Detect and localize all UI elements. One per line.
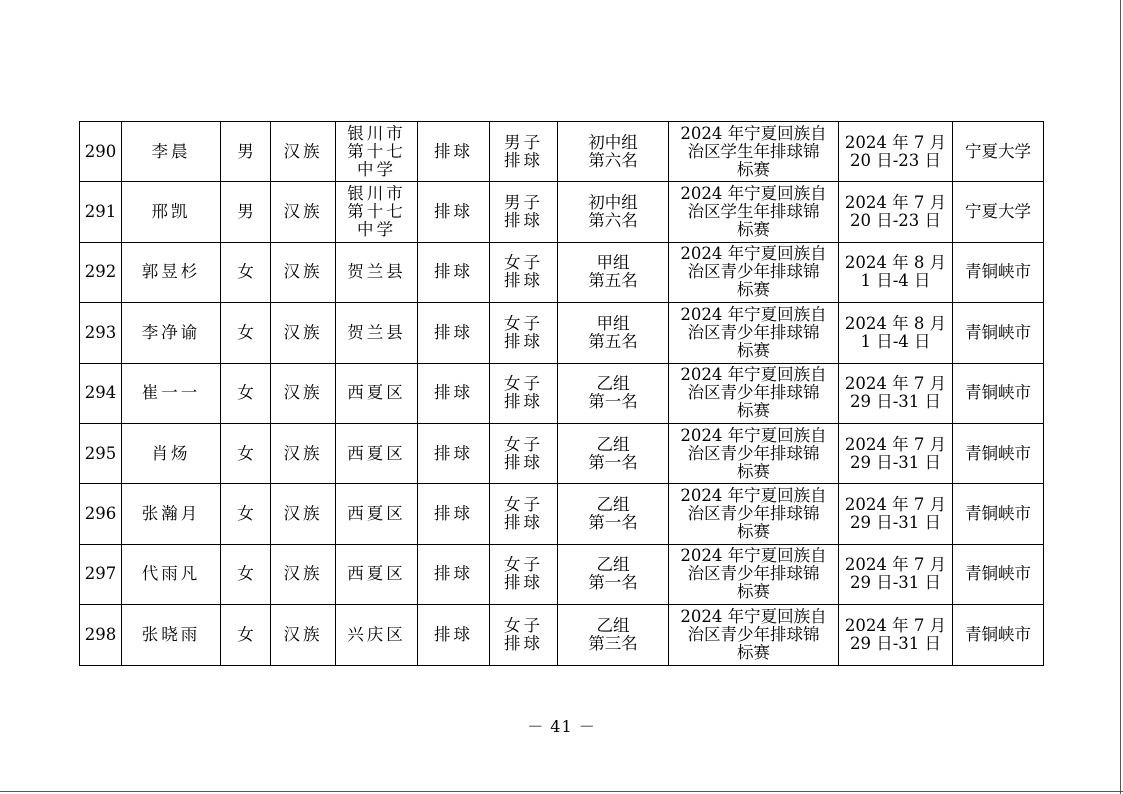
cell-date-line: 2024 年 7 月 <box>844 615 947 635</box>
cell-gender: 女 <box>221 303 271 363</box>
cell-rank-line: 乙组 <box>596 374 630 394</box>
cell-competition-line: 治区青少年排球锦 <box>687 443 820 463</box>
cell-rank-line: 乙组 <box>596 434 630 454</box>
cell-gender: 男 <box>221 182 271 242</box>
cell-gender: 女 <box>221 363 271 423</box>
cell-date-line: 20 日-23 日 <box>849 150 942 170</box>
cell-date-line: 29 日-31 日 <box>849 633 942 653</box>
cell-sport: 排球 <box>418 423 490 483</box>
cell-event <box>490 303 558 363</box>
cell-unit <box>336 423 418 483</box>
cell-rank <box>558 363 669 423</box>
cell-event-line: 女子 <box>504 374 543 394</box>
cell-date-line: 29 日-31 日 <box>849 573 942 593</box>
cell-competition <box>669 484 839 544</box>
cell-gender: 女 <box>221 605 271 665</box>
cell-rank-line: 第一名 <box>588 573 638 593</box>
cell-gender: 女 <box>221 423 271 483</box>
cell-date <box>839 182 953 242</box>
cell-event-line: 女子 <box>504 313 543 333</box>
cell-competition <box>669 182 839 242</box>
cell-name: 邢凯 <box>122 182 221 242</box>
cell-event <box>490 484 558 544</box>
cell-date <box>839 122 953 182</box>
cell-organizer: 青铜峡市 <box>953 544 1044 604</box>
cell-date <box>839 605 953 665</box>
cell-event-line: 排球 <box>504 211 543 231</box>
cell-event <box>490 423 558 483</box>
cell-competition-line: 标赛 <box>737 642 770 662</box>
cell-rank <box>558 122 669 182</box>
cell-unit <box>336 182 418 242</box>
page-edge-line <box>0 791 1123 792</box>
cell-unit-line: 西夏区 <box>347 504 406 524</box>
cell-competition-line: 治区青少年排球锦 <box>687 322 820 342</box>
cell-event-line: 女子 <box>504 615 543 635</box>
cell-date-line: 29 日-31 日 <box>849 392 942 412</box>
cell-competition-line: 2024 年宁夏回族自 <box>680 123 827 143</box>
cell-competition <box>669 242 839 302</box>
cell-date <box>839 303 953 363</box>
cell-rank-line: 第一名 <box>588 452 638 472</box>
table-row <box>80 544 1044 604</box>
cell-rank <box>558 242 669 302</box>
cell-competition-line: 2024 年宁夏回族自 <box>680 486 827 506</box>
cell-event-line: 男子 <box>504 193 543 213</box>
cell-rank-line: 第六名 <box>588 150 638 170</box>
cell-competition-line: 治区青少年排球锦 <box>687 624 820 644</box>
cell-name: 肖炀 <box>122 423 221 483</box>
cell-competition-line: 2024 年宁夏回族自 <box>680 546 827 566</box>
cell-event-line: 女子 <box>504 495 543 515</box>
cell-rank <box>558 303 669 363</box>
cell-rank-line: 甲组 <box>596 313 630 333</box>
cell-event-line: 排球 <box>504 150 543 170</box>
cell-competition-line: 标赛 <box>737 522 770 542</box>
cell-organizer: 青铜峡市 <box>953 242 1044 302</box>
cell-rank-line: 第一名 <box>588 392 638 412</box>
cell-unit-line: 中学 <box>357 220 396 240</box>
cell-event-line: 排球 <box>504 573 543 593</box>
cell-unit <box>336 242 418 302</box>
cell-organizer: 青铜峡市 <box>953 605 1044 665</box>
cell-name: 郭昱杉 <box>122 242 221 302</box>
cell-date-line: 20 日-23 日 <box>849 211 942 231</box>
cell-competition-line: 2024 年宁夏回族自 <box>680 304 827 324</box>
cell-name: 崔一一 <box>122 363 221 423</box>
cell-competition-line: 标赛 <box>737 340 770 360</box>
cell-organizer: 青铜峡市 <box>953 484 1044 544</box>
cell-organizer: 青铜峡市 <box>953 363 1044 423</box>
cell-unit <box>336 122 418 182</box>
cell-number: 295 <box>80 423 122 483</box>
cell-unit-line: 西夏区 <box>347 564 406 584</box>
cell-competition-line: 2024 年宁夏回族自 <box>680 184 827 204</box>
cell-name: 李净谕 <box>122 303 221 363</box>
award-records-table <box>79 121 1044 666</box>
cell-unit-line: 银川市 <box>347 184 406 204</box>
cell-date-line: 2024 年 7 月 <box>844 374 947 394</box>
cell-sport: 排球 <box>418 182 490 242</box>
cell-ethnicity: 汉族 <box>271 122 336 182</box>
cell-competition-line: 2024 年宁夏回族自 <box>680 425 827 445</box>
cell-ethnicity: 汉族 <box>271 182 336 242</box>
cell-gender: 女 <box>221 484 271 544</box>
table-row <box>80 363 1044 423</box>
cell-date-line: 29 日-31 日 <box>849 452 942 472</box>
cell-competition-line: 2024 年宁夏回族自 <box>680 244 827 264</box>
cell-event <box>490 605 558 665</box>
cell-event-line: 男子 <box>504 132 543 152</box>
cell-event <box>490 363 558 423</box>
cell-date <box>839 544 953 604</box>
cell-date-line: 2024 年 7 月 <box>844 555 947 575</box>
cell-competition-line: 标赛 <box>737 401 770 421</box>
table-row <box>80 182 1044 242</box>
cell-unit-line: 西夏区 <box>347 383 406 403</box>
cell-event-line: 女子 <box>504 555 543 575</box>
cell-sport: 排球 <box>418 484 490 544</box>
cell-name: 张晓雨 <box>122 605 221 665</box>
cell-competition-line: 治区青少年排球锦 <box>687 564 820 584</box>
cell-number: 298 <box>80 605 122 665</box>
cell-competition <box>669 363 839 423</box>
cell-unit-line: 兴庆区 <box>347 624 406 644</box>
cell-competition-line: 标赛 <box>737 582 770 602</box>
cell-rank-line: 初中组 <box>588 132 638 152</box>
cell-unit <box>336 363 418 423</box>
table-row <box>80 122 1044 182</box>
cell-rank-line: 初中组 <box>588 193 638 213</box>
cell-event-line: 女子 <box>504 253 543 273</box>
table-row <box>80 423 1044 483</box>
cell-number: 294 <box>80 363 122 423</box>
cell-competition-line: 治区青少年排球锦 <box>687 262 820 282</box>
cell-event <box>490 122 558 182</box>
cell-organizer: 宁夏大学 <box>953 182 1044 242</box>
cell-rank <box>558 544 669 604</box>
cell-rank-line: 第三名 <box>588 633 638 653</box>
cell-ethnicity: 汉族 <box>271 605 336 665</box>
cell-event <box>490 544 558 604</box>
cell-competition-line: 2024 年宁夏回族自 <box>680 606 827 626</box>
cell-sport: 排球 <box>418 122 490 182</box>
cell-gender: 女 <box>221 242 271 302</box>
cell-organizer: 青铜峡市 <box>953 423 1044 483</box>
cell-date-line: 2024 年 8 月 <box>844 313 947 333</box>
cell-rank-line: 第六名 <box>588 211 638 231</box>
cell-unit <box>336 605 418 665</box>
cell-ethnicity: 汉族 <box>271 303 336 363</box>
cell-rank-line: 第一名 <box>588 513 638 533</box>
cell-event-line: 排球 <box>504 331 543 351</box>
cell-organizer: 宁夏大学 <box>953 122 1044 182</box>
cell-event-line: 排球 <box>504 392 543 412</box>
cell-unit-line: 贺兰县 <box>347 322 406 342</box>
cell-date-line: 2024 年 7 月 <box>844 193 947 213</box>
cell-date-line: 2024 年 7 月 <box>844 434 947 454</box>
cell-date-line: 1 日-4 日 <box>860 271 931 291</box>
cell-number: 293 <box>80 303 122 363</box>
cell-rank-line: 乙组 <box>596 495 630 515</box>
cell-competition-line: 标赛 <box>737 220 770 240</box>
cell-number: 297 <box>80 544 122 604</box>
cell-ethnicity: 汉族 <box>271 484 336 544</box>
cell-competition <box>669 544 839 604</box>
cell-unit <box>336 303 418 363</box>
cell-competition-line: 治区青少年排球锦 <box>687 504 820 524</box>
cell-sport: 排球 <box>418 544 490 604</box>
cell-event <box>490 182 558 242</box>
cell-rank-line: 乙组 <box>596 615 630 635</box>
cell-name: 李晨 <box>122 122 221 182</box>
cell-ethnicity: 汉族 <box>271 423 336 483</box>
cell-event-line: 排球 <box>504 513 543 533</box>
table-body <box>80 122 1044 666</box>
page-number: － 41 － <box>527 717 596 736</box>
cell-rank-line: 甲组 <box>596 253 630 273</box>
cell-date <box>839 423 953 483</box>
cell-ethnicity: 汉族 <box>271 544 336 604</box>
cell-event-line: 排球 <box>504 452 543 472</box>
cell-number: 290 <box>80 122 122 182</box>
cell-competition-line: 标赛 <box>737 280 770 300</box>
cell-date-line: 29 日-31 日 <box>849 513 942 533</box>
cell-sport: 排球 <box>418 605 490 665</box>
cell-event-line: 排球 <box>504 633 543 653</box>
cell-name: 张瀚月 <box>122 484 221 544</box>
cell-unit <box>336 544 418 604</box>
cell-sport: 排球 <box>418 303 490 363</box>
cell-number: 291 <box>80 182 122 242</box>
cell-competition <box>669 605 839 665</box>
cell-sport: 排球 <box>418 363 490 423</box>
cell-competition-line: 治区学生年排球锦 <box>687 141 820 161</box>
table-row <box>80 303 1044 363</box>
cell-competition-line: 2024 年宁夏回族自 <box>680 365 827 385</box>
cell-date <box>839 242 953 302</box>
cell-event-line: 排球 <box>504 271 543 291</box>
page-edge-line <box>1120 0 1121 794</box>
table-row <box>80 242 1044 302</box>
cell-unit-line: 银川市 <box>347 123 406 143</box>
cell-rank-line: 第五名 <box>588 331 638 351</box>
cell-unit-line: 第十七 <box>347 141 406 161</box>
cell-competition-line: 治区青少年排球锦 <box>687 383 820 403</box>
cell-date-line: 2024 年 7 月 <box>844 132 947 152</box>
cell-number: 292 <box>80 242 122 302</box>
cell-unit-line: 贺兰县 <box>347 262 406 282</box>
cell-date-line: 1 日-4 日 <box>860 331 931 351</box>
cell-competition <box>669 423 839 483</box>
cell-rank-line: 乙组 <box>596 555 630 575</box>
cell-date <box>839 484 953 544</box>
cell-rank <box>558 182 669 242</box>
cell-event-line: 女子 <box>504 434 543 454</box>
cell-competition-line: 治区学生年排球锦 <box>687 202 820 222</box>
cell-gender: 女 <box>221 544 271 604</box>
cell-competition-line: 标赛 <box>737 159 770 179</box>
cell-gender: 男 <box>221 122 271 182</box>
cell-unit-line: 西夏区 <box>347 443 406 463</box>
cell-organizer: 青铜峡市 <box>953 303 1044 363</box>
cell-ethnicity: 汉族 <box>271 242 336 302</box>
cell-ethnicity: 汉族 <box>271 363 336 423</box>
cell-date-line: 2024 年 7 月 <box>844 495 947 515</box>
cell-rank <box>558 605 669 665</box>
cell-name: 代雨凡 <box>122 544 221 604</box>
cell-unit-line: 第十七 <box>347 202 406 222</box>
cell-competition <box>669 122 839 182</box>
table-row <box>80 605 1044 665</box>
cell-date <box>839 363 953 423</box>
table-row <box>80 484 1044 544</box>
cell-rank-line: 第五名 <box>588 271 638 291</box>
cell-date-line: 2024 年 8 月 <box>844 253 947 273</box>
cell-unit <box>336 484 418 544</box>
cell-competition-line: 标赛 <box>737 461 770 481</box>
cell-number: 296 <box>80 484 122 544</box>
cell-event <box>490 242 558 302</box>
cell-rank <box>558 423 669 483</box>
cell-competition <box>669 303 839 363</box>
cell-unit-line: 中学 <box>357 159 396 179</box>
cell-sport: 排球 <box>418 242 490 302</box>
cell-rank <box>558 484 669 544</box>
